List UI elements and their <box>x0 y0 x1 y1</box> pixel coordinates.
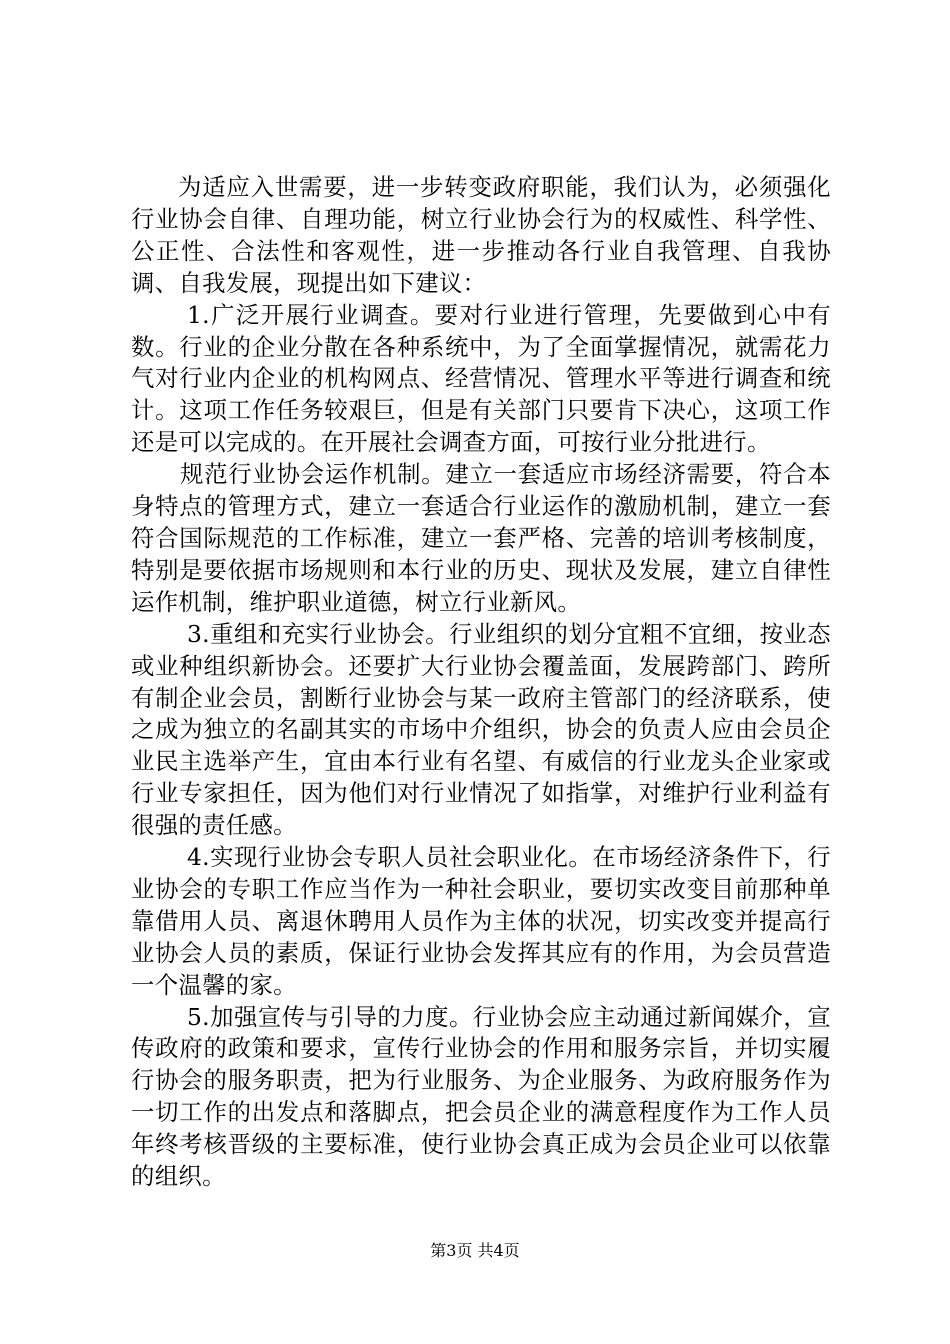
page-number-footer: 第3页 共4页 <box>430 1241 520 1260</box>
intro-paragraph: 为适应入世需要，进一步转变政府职能，我们认为，必须强化行业协会自律、自理功能，树立行业协会行为的权威性、科学性、公正性、合法性和客观性，进一步推动各行业自我管理、自我协调、自我发展，现提出如下建议： <box>131 173 831 297</box>
document-body <box>131 172 831 1193</box>
item-4-paragraph: 4.实现行业协会专职人员社会职业化。在市场经济条件下，行业协会的专职工作应当作为一种社会职业，要切实改变目前那种单靠借用人员、离退休聘用人员作为主体的状况，切实改变并提高行业协会人员的素质，保证行业协会发挥其应有的作用，为会员营造一个温馨的家。 <box>131 843 831 999</box>
item-1-paragraph: 1.广泛开展行业调查。要对行业进行管理，先要做到心中有数。行业的企业分散在各种系统中，为了全面掌握情况，就需花力气对行业内企业的机构网点、经营情况、管理水平等进行调查和统计。这项工作任务较艰巨，但是有关部门只要肯下决心，这项工作还是可以完成的。在开展社会调查方面，可按行业分批进行。 <box>131 300 831 457</box>
item-3-paragraph: 3.重组和充实行业协会。行业组织的划分宜粗不宜细，按业态或业种组织新协会。还要扩大行业协会覆盖面，发展跨部门、跨所有制企业会员，割断行业协会与某一政府主管部门的经济联系，使之成为独立的名副其实的市场中介组织，协会的负责人应由会员企业民主选举产生，宜由本行业有名望、有威信的行业龙头企业家或行业专家担任，因为他们对行业情况了如指掌，对维护行业利益有很强的责任感。 <box>131 619 831 840</box>
item-5-paragraph: 5.加强宣传与引导的力度。行业协会应主动通过新闻媒介，宣传政府的政策和要求，宣传行业协会的作用和服务宗旨，并切实履行协会的服务职责，把为行业服务、为企业服务、为政府服务作为一切工作的出发点和落脚点，把会员企业的满意程度作为工作人员年终考核晋级的主要标准，使行业协会真正成为会员企业可以依靠的组织。 <box>131 1002 831 1191</box>
item-2-paragraph: 规范行业协会运作机制。建立一套适应市场经济需要，符合本身特点的管理方式，建立一套适合行业运作的激励机制，建立一套符合国际规范的工作标准，建立一套严格、完善的培训考核制度，特别是要依据市场规则和本行业的历史、现状及发展，建立自律性运作机制，维护职业道德，树立行业新风。 <box>131 460 831 616</box>
